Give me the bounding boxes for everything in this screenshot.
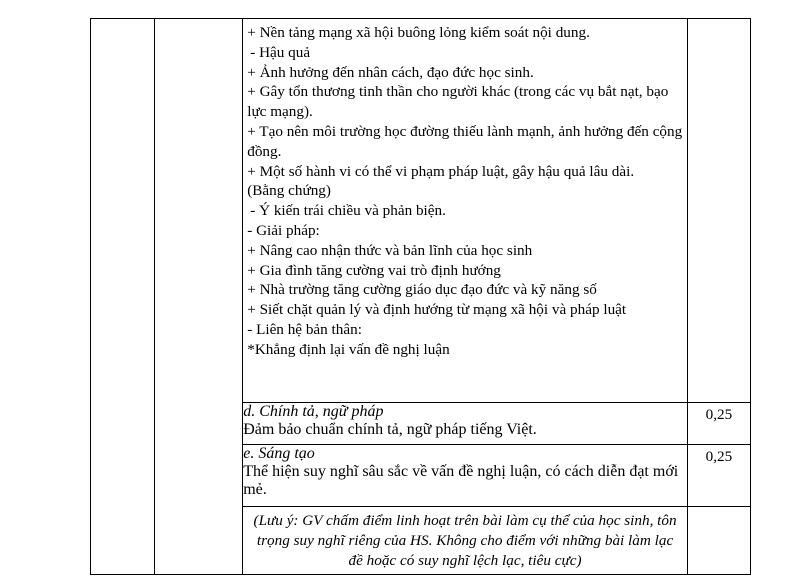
content-line: + Nhà trường tăng cường giáo dục đạo đức và kỹ năng số (247, 281, 597, 299)
note-text: (Lưu ý: GV chấm điểm linh hoạt trên bài làm cụ thể của học sinh, tôn trọng suy nghĩ riêng của HS. Không cho điểm với những bài làm lạc đề hoặc có suy nghĩ lệch lạc, tiêu cực) (253, 512, 677, 569)
section-d-score (687, 403, 750, 445)
content-line: + Gia đình tăng cường vai trò định hướng (247, 261, 501, 279)
section-e-text: Thể hiện suy nghĩ sâu sắc về vấn đề nghị luận, có cách diễn đạt mới mẻ. (243, 463, 679, 498)
content-line: + Nâng cao nhận thức và bản lĩnh của học sinh (247, 241, 533, 259)
grading-table (90, 18, 751, 575)
content-line: (Bằng chứng) (247, 182, 331, 200)
table-row (91, 19, 751, 403)
empty-cell (91, 19, 155, 575)
empty-cell (687, 507, 750, 575)
content-line: *Khẳng định lại vấn đề nghị luận (247, 340, 450, 358)
section-d-text: Đảm bảo chuẩn chính tả, ngữ pháp tiếng Việt. (243, 421, 537, 438)
score-value: 0,25 (705, 448, 733, 465)
content-line: - Hậu quả (250, 43, 311, 61)
note-cell (243, 507, 688, 575)
score-value: 0,25 (705, 406, 733, 423)
section-e-score (687, 445, 750, 507)
content-line: + Ảnh hưởng đến nhân cách, đạo đức học sinh. (247, 63, 534, 81)
section-d-cell (243, 403, 688, 445)
content-line: + Tạo nên môi trường học đường thiếu lành mạnh, ảnh hưởng đến cộng đồng. (247, 122, 683, 160)
content-line: - Giải pháp: (247, 221, 320, 239)
section-d-title: d. Chính tả, ngữ pháp (243, 403, 384, 420)
section-e-title: e. Sáng tạo (243, 445, 315, 462)
content-line: + Nền tảng mạng xã hội buông lỏng kiểm soát nội dung. (247, 24, 590, 41)
content-line: - Liên hệ bản thân: (247, 320, 362, 338)
content-line: + Gây tổn thương tinh thần cho người khác (trong các vụ bắt nạt, bạo lực mạng). (247, 83, 669, 121)
empty-cell (155, 19, 243, 575)
content-line: + Siết chặt quản lý và định hướng từ mạng xã hội và pháp luật (247, 301, 627, 319)
content-line: + Một số hành vi có thể vi phạm pháp luật, gây hậu quả lâu dài. (247, 162, 635, 180)
section-e-cell (243, 445, 688, 507)
score-cell-empty (687, 19, 750, 403)
main-content-cell (243, 19, 688, 403)
content-line: - Ý kiến trái chiều và phản biện. (250, 202, 446, 220)
